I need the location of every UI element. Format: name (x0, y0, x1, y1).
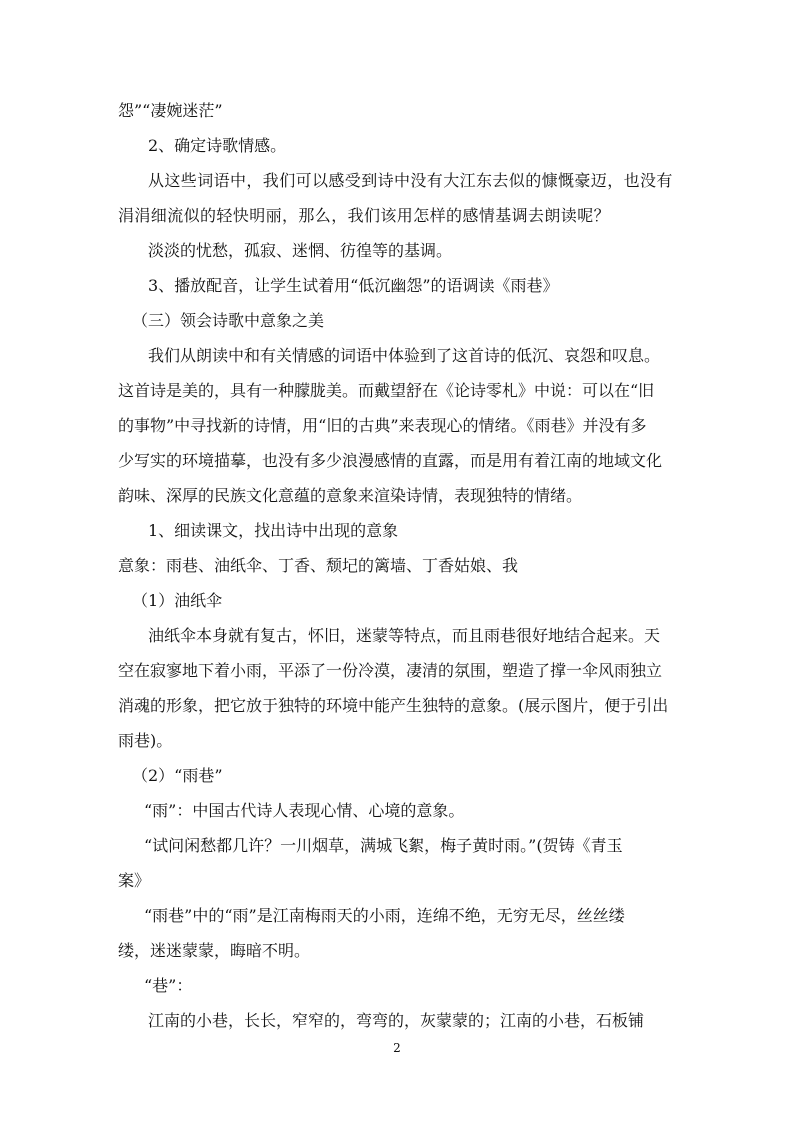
paragraph-line: 意象：雨巷、油纸伞、丁香、颓圮的篱墙、丁香姑娘、我 (118, 556, 519, 575)
paragraph-line: 涓涓细流似的轻快明丽，那么，我们该用怎样的感情基调去朗读呢？ (118, 206, 611, 225)
paragraph-line: 少写实的环境描摹，也没有多少浪漫感情的直露，而是用有着江南的地域文化 (118, 451, 663, 470)
paragraph-line: 韵味、深厚的民族文化意蕴的意象来渲染诗情，表现独特的情绪。 (118, 486, 583, 505)
document-body (118, 100, 678, 1045)
paragraph-line: “雨巷”中的“雨”是江南梅雨天的小雨，连绵不绝，无穷无尽，丝丝缕 (144, 906, 625, 925)
paragraph-line: 消魂的形象，把它放于独特的环境中能产生独特的意象。(展示图片，便于引出 (118, 696, 669, 715)
section-heading: （三）领会诗歌中意象之美 (132, 311, 325, 330)
section-heading: 2、确定诗歌情感。 (148, 136, 287, 155)
paragraph-line: 雨巷)。 (118, 731, 173, 750)
quote-line: 案》 (118, 871, 151, 890)
quote-line: “试问闲愁都几许？一川烟草，满城飞絮，梅子黄时雨。”(贺铸《青玉 (144, 836, 623, 855)
paragraph-line: 从这些词语中，我们可以感受到诗中没有大江东去似的慷慨豪迈，也没有 (148, 171, 673, 190)
paragraph-line: 这首诗是美的，具有一种朦胧美。而戴望舒在《论诗零札》中说：可以在“旧 (118, 381, 655, 400)
paragraph-line: 缕，迷迷蒙蒙，晦暗不明。 (118, 941, 311, 960)
section-heading: 1、细读课文，找出诗中出现的意象 (148, 521, 399, 540)
section-heading: 3、播放配音，让学生试着用“低沉幽怨”的语调读《雨巷》 (148, 276, 559, 295)
section-heading: （1）油纸伞 (132, 591, 223, 610)
paragraph-line: “雨”：中国古代诗人表现心情、心境的意象。 (144, 801, 465, 820)
paragraph-line: 淡淡的忧愁，孤寂、迷惘、彷徨等的基调。 (148, 241, 453, 260)
text-line: 怨”“凄婉迷茫” (118, 101, 223, 120)
page-number: 2 (393, 1041, 401, 1055)
paragraph-line: 油纸伞本身就有复古，怀旧，迷蒙等特点，而且雨巷很好地结合起来。天 (148, 626, 661, 645)
paragraph-line: 的事物”中寻找新的诗情，用“旧的古典”来表现心的情绪。《雨巷》并没有多 (118, 416, 647, 435)
section-heading: （2）“雨巷” (132, 766, 223, 785)
paragraph-line: 江南的小巷，长长，窄窄的，弯弯的，灰蒙蒙的；江南的小巷，石板铺 (148, 1011, 645, 1030)
paragraph-line: 空在寂寥地下着小雨，平添了一份冷漠，凄清的氛围，塑造了撑一伞风雨独立 (118, 661, 663, 680)
paragraph-line: “巷”： (144, 976, 193, 995)
paragraph-line: 我们从朗读中和有关情感的词语中体验到了这首诗的低沉、哀怨和叹息。 (148, 346, 661, 365)
